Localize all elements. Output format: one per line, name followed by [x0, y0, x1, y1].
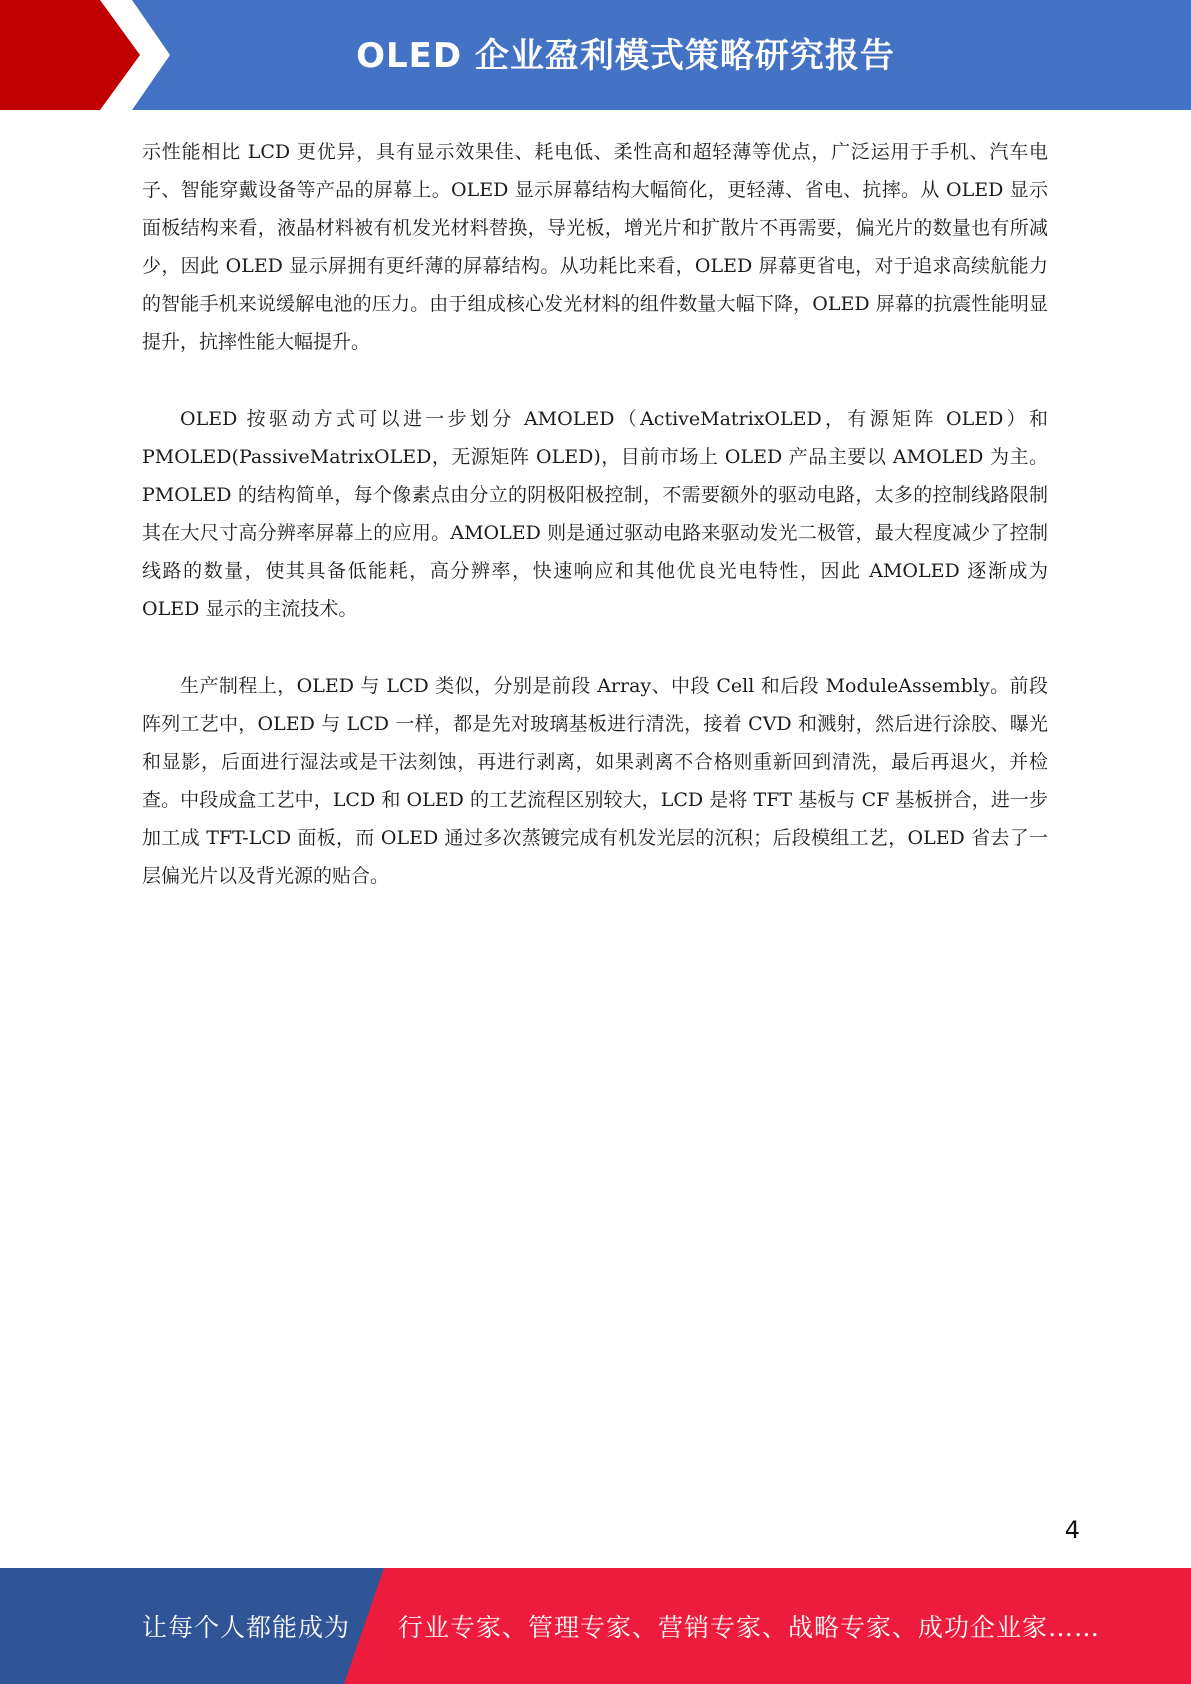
report-title: OLED 企业盈利模式策略研究报告	[356, 35, 895, 76]
page-header	[0, 0, 1191, 110]
paragraph-oled-drive-modes: OLED 按驱动方式可以进一步划分 AMOLED（ActiveMatrixOLED，有源矩阵 OLED）和 PMOLED(PassiveMatrixOLED，无源矩阵 OLED)，目前市场上 OLED 产品主要以 AMOLED 为主。PMOLED 的结构简单，每个像素点由分立的阴极阳极控制，不需要额外的驱动电路，太多的控制线路限制其在大尺寸高分辨率屏幕上的应用。AMOLED 则是通过驱动电路来驱动发光二极管，最大程度减少了控制线路的数量，使其具备低能耗，高分辨率，快速响应和其他优良光电特性，因此 AMOLED 逐渐成为 OLED 显示的主流技术。	[142, 408, 1048, 620]
document-body	[142, 133, 1048, 934]
paragraph-oled-production: 生产制程上，OLED 与 LCD 类似，分别是前段 Array、中段 Cell 和后段 ModuleAssembly。前段阵列工艺中，OLED 与 LCD 一样，都是先对玻璃基板进行清洗，接着 CVD 和溅射，然后进行涂胶、曝光和显影，后面进行湿法或是干法刻蚀，再进行剥离，如果剥离不合格则重新回到清洗，最后再退火，并检查。中段成盒工艺中，LCD 和 OLED 的工艺流程区别较大，LCD 是将 TFT 基板与 CF 基板拼合，进一步加工成 TFT-LCD 面板，而 OLED 通过多次蒸镀完成有机发光层的沉积；后段模组工艺，OLED 省去了一层偏光片以及背光源的贴合。	[142, 675, 1048, 887]
page-number: 4	[1064, 1516, 1080, 1544]
page-footer	[0, 1568, 1191, 1684]
paragraph-oled-advantages: 示性能相比 LCD 更优异，具有显示效果佳、耗电低、柔性高和超轻薄等优点，广泛运用于手机、汽车电子、智能穿戴设备等产品的屏幕上。OLED 显示屏幕结构大幅简化，更轻薄、省电、抗摔。从 OLED 显示面板结构来看，液晶材料被有机发光材料替换，导光板，增光片和扩散片不再需要，偏光片的数量也有所减少，因此 OLED 显示屏拥有更纤薄的屏幕结构。从功耗比来看，OLED 屏幕更省电，对于追求高续航能力的智能手机来说缓解电池的压力。由于组成核心发光材料的组件数量大幅下降，OLED 屏幕的抗震性能明显提升，抗摔性能大幅提升。	[142, 141, 1048, 353]
footer-slogan-left: 让每个人都能成为	[142, 1613, 351, 1642]
footer-slogan-right: 行业专家、管理专家、营销专家、战略专家、成功企业家……	[398, 1613, 1101, 1642]
